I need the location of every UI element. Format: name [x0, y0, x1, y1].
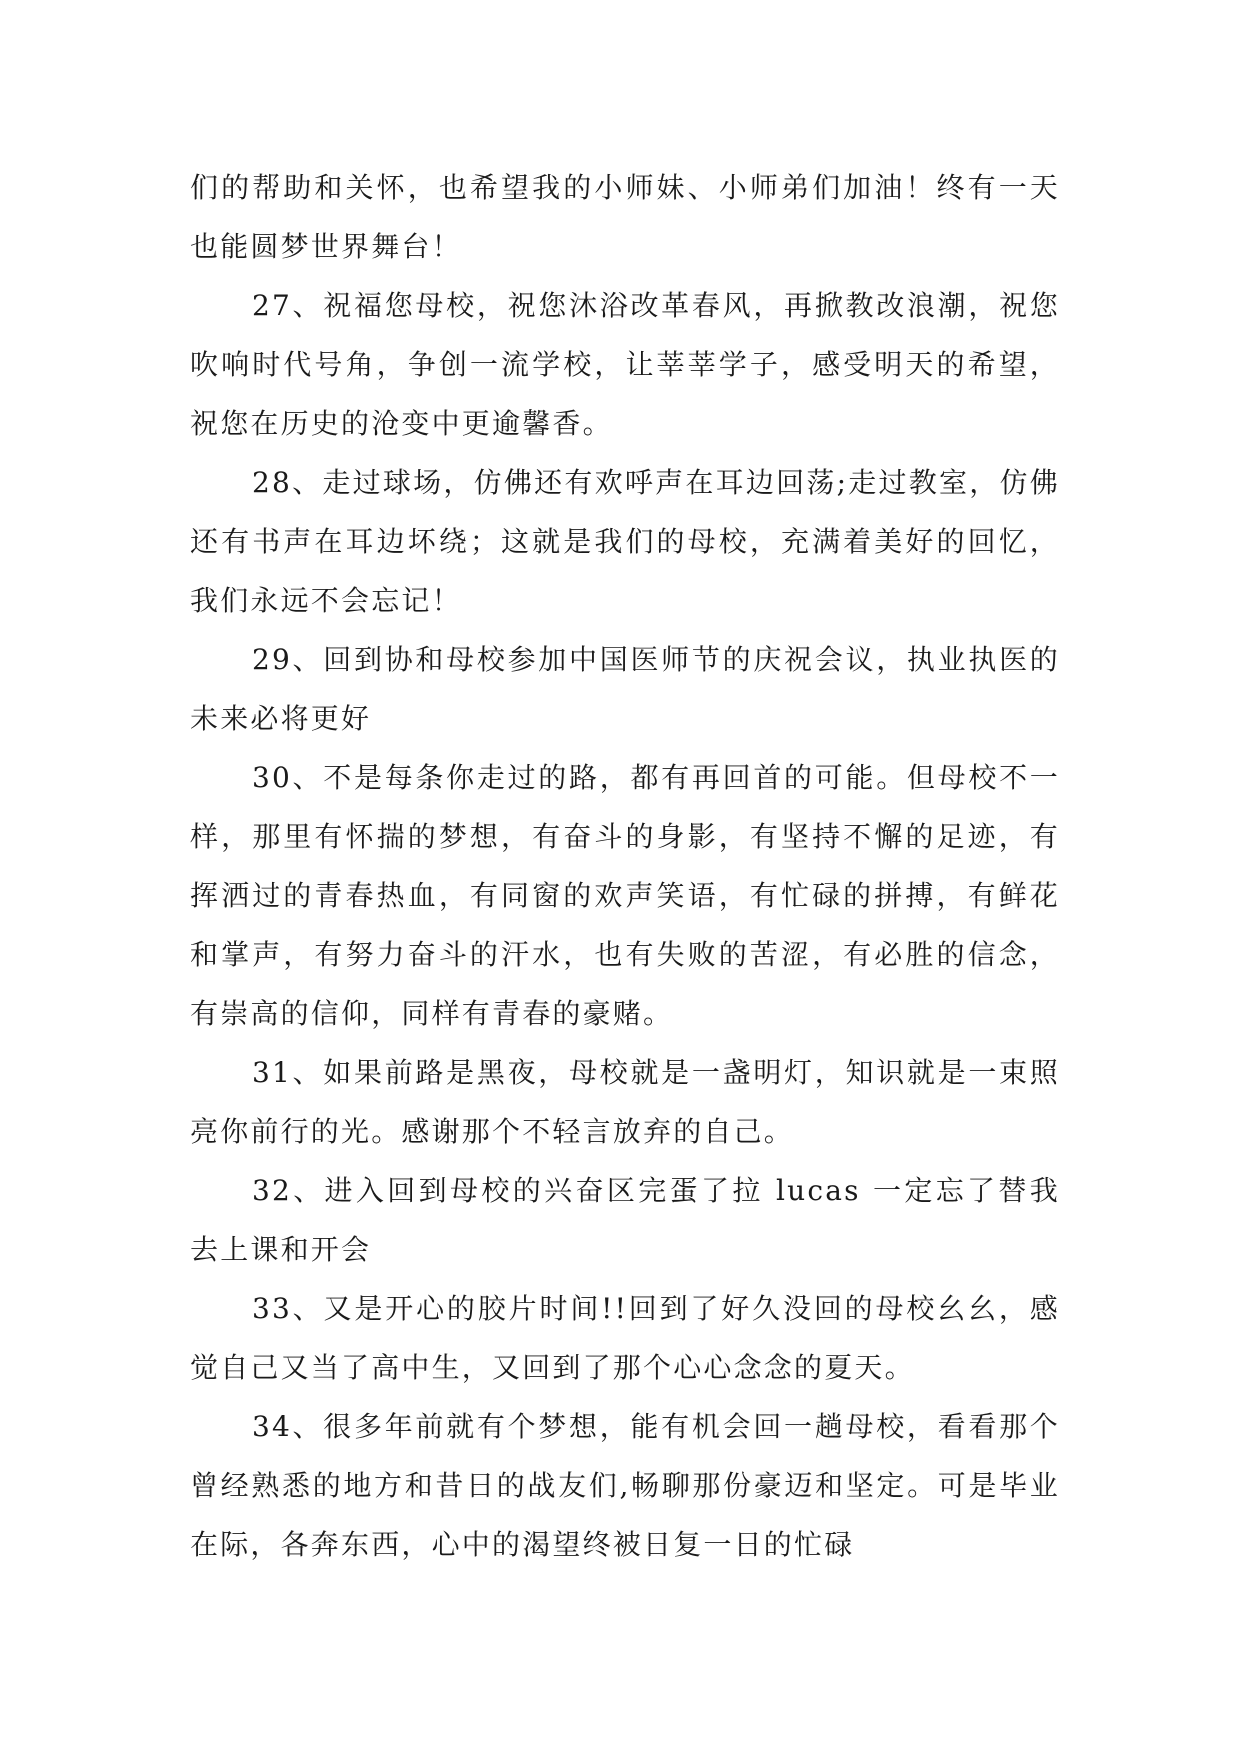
paragraph-27: 27、祝福您母校，祝您沐浴改革春风，再掀教改浪潮，祝您吹响时代号角，争创一流学校，让莘莘学子，感受明天的希望，祝您在历史的沧变中更逾馨香。 — [190, 289, 1060, 440]
paragraph-33: 33、又是开心的胶片时间!!回到了好久没回的母校幺幺，感觉自己又当了高中生，又回到了那个心心念念的夏天。 — [190, 1292, 1060, 1384]
paragraph-continuation: 们的帮助和关怀，也希望我的小师妹、小师弟们加油！终有一天也能圆梦世界舞台！ — [190, 171, 1060, 263]
paragraph-31: 31、如果前路是黑夜，母校就是一盏明灯，知识就是一束照亮你前行的光。感谢那个不轻言放弃的自己。 — [190, 1056, 1060, 1148]
paragraph-34: 34、很多年前就有个梦想，能有机会回一趟母校，看看那个曾经熟悉的地方和昔日的战友们,畅聊那份豪迈和坚定。可是毕业在际，各奔东西，心中的渴望终被日复一日的忙碌 — [190, 1410, 1060, 1561]
document-body — [190, 158, 1060, 1574]
paragraph-29: 29、回到协和母校参加中国医师节的庆祝会议，执业执医的未来必将更好 — [190, 643, 1060, 735]
paragraph-30: 30、不是每条你走过的路，都有再回首的可能。但母校不一样，那里有怀揣的梦想，有奋斗的身影，有坚持不懈的足迹，有挥洒过的青春热血，有同窗的欢声笑语，有忙碌的拼搏，有鲜花和掌声，有努力奋斗的汗水，也有失败的苦涩，有必胜的信念，有崇高的信仰，同样有青春的豪赌。 — [190, 761, 1060, 1030]
paragraph-32: 32、进入回到母校的兴奋区完蛋了拉 lucas 一定忘了替我去上课和开会 — [190, 1174, 1060, 1266]
paragraph-28: 28、走过球场，仿佛还有欢呼声在耳边回荡;走过教室，仿佛还有书声在耳边坏绕；这就是我们的母校，充满着美好的回忆，我们永远不会忘记！ — [190, 466, 1060, 617]
